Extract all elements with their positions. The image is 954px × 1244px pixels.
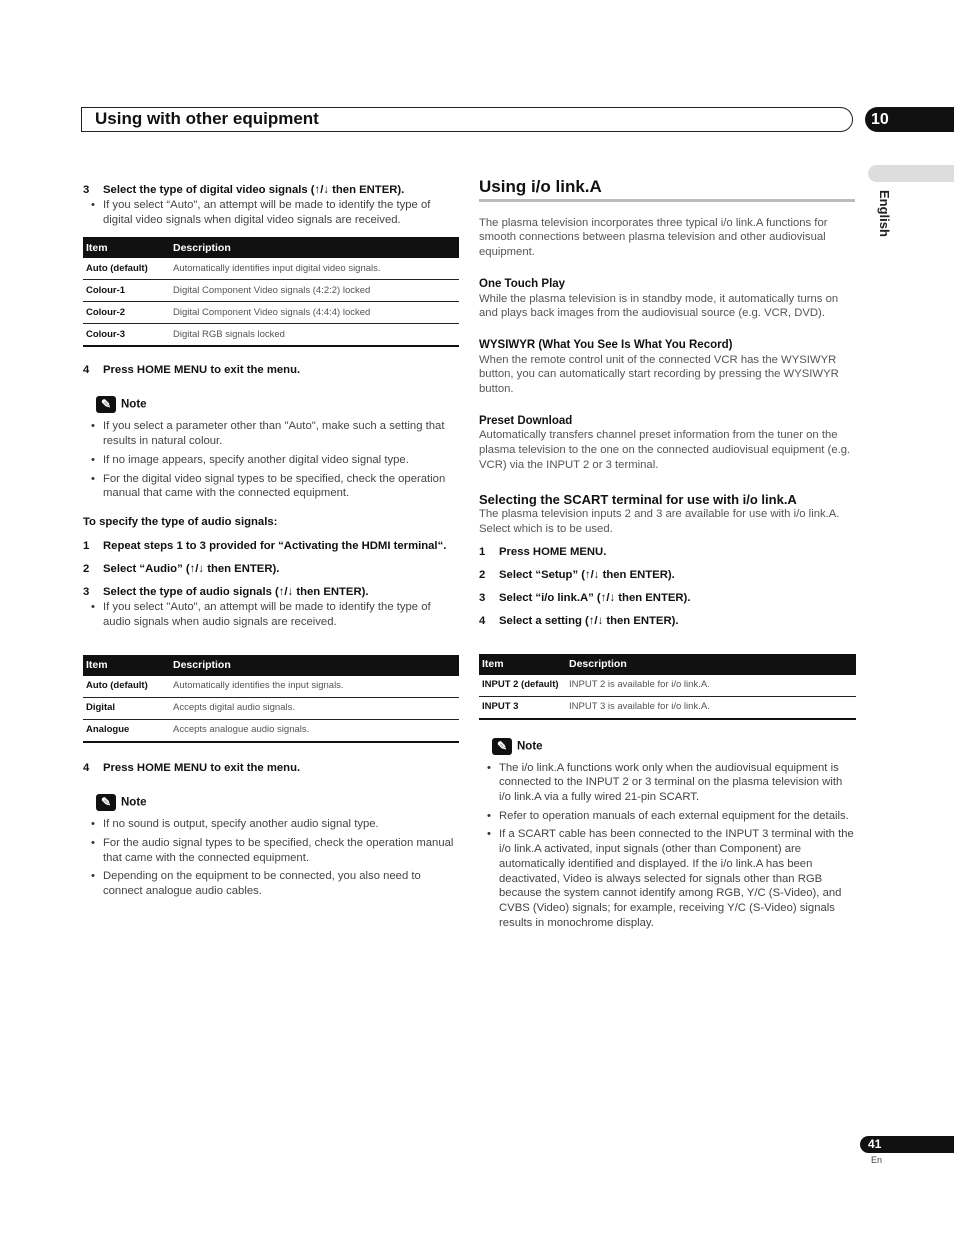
- table-cell: Automatically identifies the input signals.: [170, 676, 459, 698]
- table-cell: INPUT 2 is available for i/o link.A.: [566, 675, 856, 697]
- chapter-title: Using with other equipment: [95, 109, 319, 128]
- language-tab: [868, 165, 954, 182]
- table-row: [479, 675, 856, 697]
- table-row: [83, 676, 459, 698]
- note-label: Note: [121, 398, 147, 411]
- video-signal-table: [83, 237, 459, 347]
- table-cell: INPUT 2 (default): [479, 675, 566, 697]
- intro-text: The plasma television incorporates three typical i/o link.A functions for smooth connections between plasma television and other audiovisual equipment.: [479, 216, 828, 259]
- list-item: • If a SCART cable has been connected to the INPUT 3 terminal with the i/o link.A activated, input signals (other than Component) are automatically identified and displayed. If the i/o link.A has been deactivated, Video is always selected for signals other than RGB because the system cannot identify among RGB, Y/C (S-Video), and CVBS (Video) signals; for example, receiving Y/C (S-Video) signals results in monochrome display.: [479, 827, 855, 930]
- table-cell: Auto (default): [83, 676, 170, 698]
- one-touch-play-text: While the plasma television is in standby mode, it automatically turns on and plays back images from the audiovisual source (e.g. VCR, DVD).: [479, 292, 839, 320]
- list-item: • Depending on the equipment to be connected, you also need to connect analogue audio cables.: [83, 869, 459, 898]
- audio-heading: To specify the type of audio signals:: [83, 515, 278, 528]
- table-header-description: Description: [566, 654, 856, 675]
- pencil-note-icon: ✎: [96, 396, 116, 413]
- table-header-item: Item: [83, 655, 170, 676]
- table-row: [479, 696, 856, 719]
- list-item: • For the audio signal types to be specified, check the operation manual that came with the connected equipment.: [83, 836, 459, 865]
- table-cell: Digital Component Video signals (4:4:4) locked: [170, 302, 459, 324]
- chapter-number: 10: [865, 107, 954, 132]
- step-select-io-link: 3 Select “i/o link.A” (↑/↓ then ENTER).: [479, 591, 691, 604]
- video-bullets: [83, 198, 459, 227]
- table-cell: INPUT 3 is available for i/o link.A.: [566, 696, 856, 719]
- one-touch-play-heading: One Touch Play: [479, 277, 566, 290]
- table-cell: Digital: [83, 698, 170, 720]
- table-header-description: Description: [170, 655, 459, 676]
- table-header-item: Item: [83, 237, 170, 258]
- wysiwyr-text: When the remote control unit of the connected VCR has the WYSIWYR button, you can automatically start recording by pressing the WYSIWYR button.: [479, 353, 839, 396]
- pencil-note-icon: ✎: [492, 738, 512, 755]
- list-item: • If you select “Auto", an attempt will be made to identify the type of digital video signals when digital video signals are received.: [83, 198, 459, 227]
- audio-bullets: [83, 600, 459, 629]
- step-select-audio-type: 3 Select the type of audio signals (↑/↓ then ENTER).: [83, 585, 369, 598]
- input-table: [479, 654, 856, 720]
- list-item: • If you select "Auto", an attempt will be made to identify the type of audio signals when audio signals are received.: [83, 600, 459, 629]
- table-cell: Digital RGB signals locked: [170, 324, 459, 347]
- page-language-code: En: [871, 1155, 883, 1165]
- note-2: [83, 794, 459, 811]
- table-cell: Auto (default): [83, 258, 170, 280]
- step-press-home-menu: 1 Press HOME MENU.: [479, 545, 607, 558]
- table-row: [83, 698, 459, 720]
- language-label: English: [877, 190, 892, 237]
- right-column: [479, 177, 855, 934]
- list-item: • If you select a parameter other than "Auto", make such a setting that results in natural colour.: [83, 419, 459, 448]
- note-1-list: [83, 419, 459, 501]
- table-cell: Colour-2: [83, 302, 170, 324]
- list-item: • Refer to operation manuals of each external equipment for the details.: [479, 809, 855, 824]
- audio-signal-table: [83, 655, 459, 743]
- table-row: [83, 324, 459, 347]
- left-column: [83, 183, 459, 903]
- note-label: Note: [121, 796, 147, 809]
- note-label: Note: [517, 740, 543, 753]
- table-row: [83, 720, 459, 743]
- step-select-audio: 2 Select “Audio” (↑/↓ then ENTER).: [83, 562, 280, 575]
- table-header-item: Item: [479, 654, 566, 675]
- note-3: [479, 738, 855, 755]
- page-number: 41: [860, 1136, 954, 1153]
- list-item: • If no image appears, specify another digital video signal type.: [83, 453, 459, 468]
- table-cell: Accepts analogue audio signals.: [170, 720, 459, 743]
- step-exit-menu-1: 4 Press HOME MENU to exit the menu.: [83, 364, 301, 377]
- scart-intro-text: The plasma television inputs 2 and 3 are available for use with i/o link.A. Select which is to be used.: [479, 508, 840, 535]
- section-title: Using i/o link.A: [479, 180, 855, 202]
- wysiwyr-heading: WYSIWYR (What You See Is What You Record): [479, 338, 733, 351]
- step-exit-menu-2: 4 Press HOME MENU to exit the menu.: [83, 762, 301, 775]
- table-cell: Colour-3: [83, 324, 170, 347]
- list-item: • If no sound is output, specify another audio signal type.: [83, 817, 459, 832]
- table-cell: Analogue: [83, 720, 170, 743]
- pencil-note-icon: ✎: [96, 794, 116, 811]
- table-cell: Digital Component Video signals (4:2:2) locked: [170, 280, 459, 302]
- table-cell: INPUT 3: [479, 696, 566, 719]
- list-item: • The i/o link.A functions work only when the audiovisual equipment is connected to the INPUT 2 or 3 terminal on the plasma television with i/o link.A via a fully wired 21-pin SCART.: [479, 761, 855, 805]
- step-select-video-type: 3 Select the type of digital video signals (↑/↓ then ENTER).: [83, 184, 405, 196]
- table-row: [83, 302, 459, 324]
- table-cell: Accepts digital audio signals.: [170, 698, 459, 720]
- note-2-list: [83, 817, 459, 899]
- table-cell: Automatically identifies input digital video signals.: [170, 258, 459, 280]
- list-item: • For the digital video signal types to be specified, check the operation manual that came with the connected equipment.: [83, 472, 459, 501]
- note-1: [83, 396, 459, 413]
- table-cell: Colour-1: [83, 280, 170, 302]
- table-header-description: Description: [170, 237, 459, 258]
- preset-download-heading: Preset Download: [479, 414, 573, 427]
- preset-download-text: Automatically transfers channel preset information from the tuner on the plasma television to the one on the connected audiovisual equipment (e.g. VCR) via the INPUT 2 or 3 terminal.: [479, 429, 851, 471]
- step-repeat-steps: 1 Repeat steps 1 to 3 provided for “Activating the HDMI terminal“.: [83, 539, 447, 552]
- scart-section-title: Selecting the SCART terminal for use with i/o link.A: [479, 491, 797, 507]
- step-select-setup: 2 Select “Setup” (↑/↓ then ENTER).: [479, 568, 675, 581]
- note-3-list: [479, 761, 855, 931]
- step-select-setting: 4 Select a setting (↑/↓ then ENTER).: [479, 614, 679, 627]
- table-row: [83, 258, 459, 280]
- table-row: [83, 280, 459, 302]
